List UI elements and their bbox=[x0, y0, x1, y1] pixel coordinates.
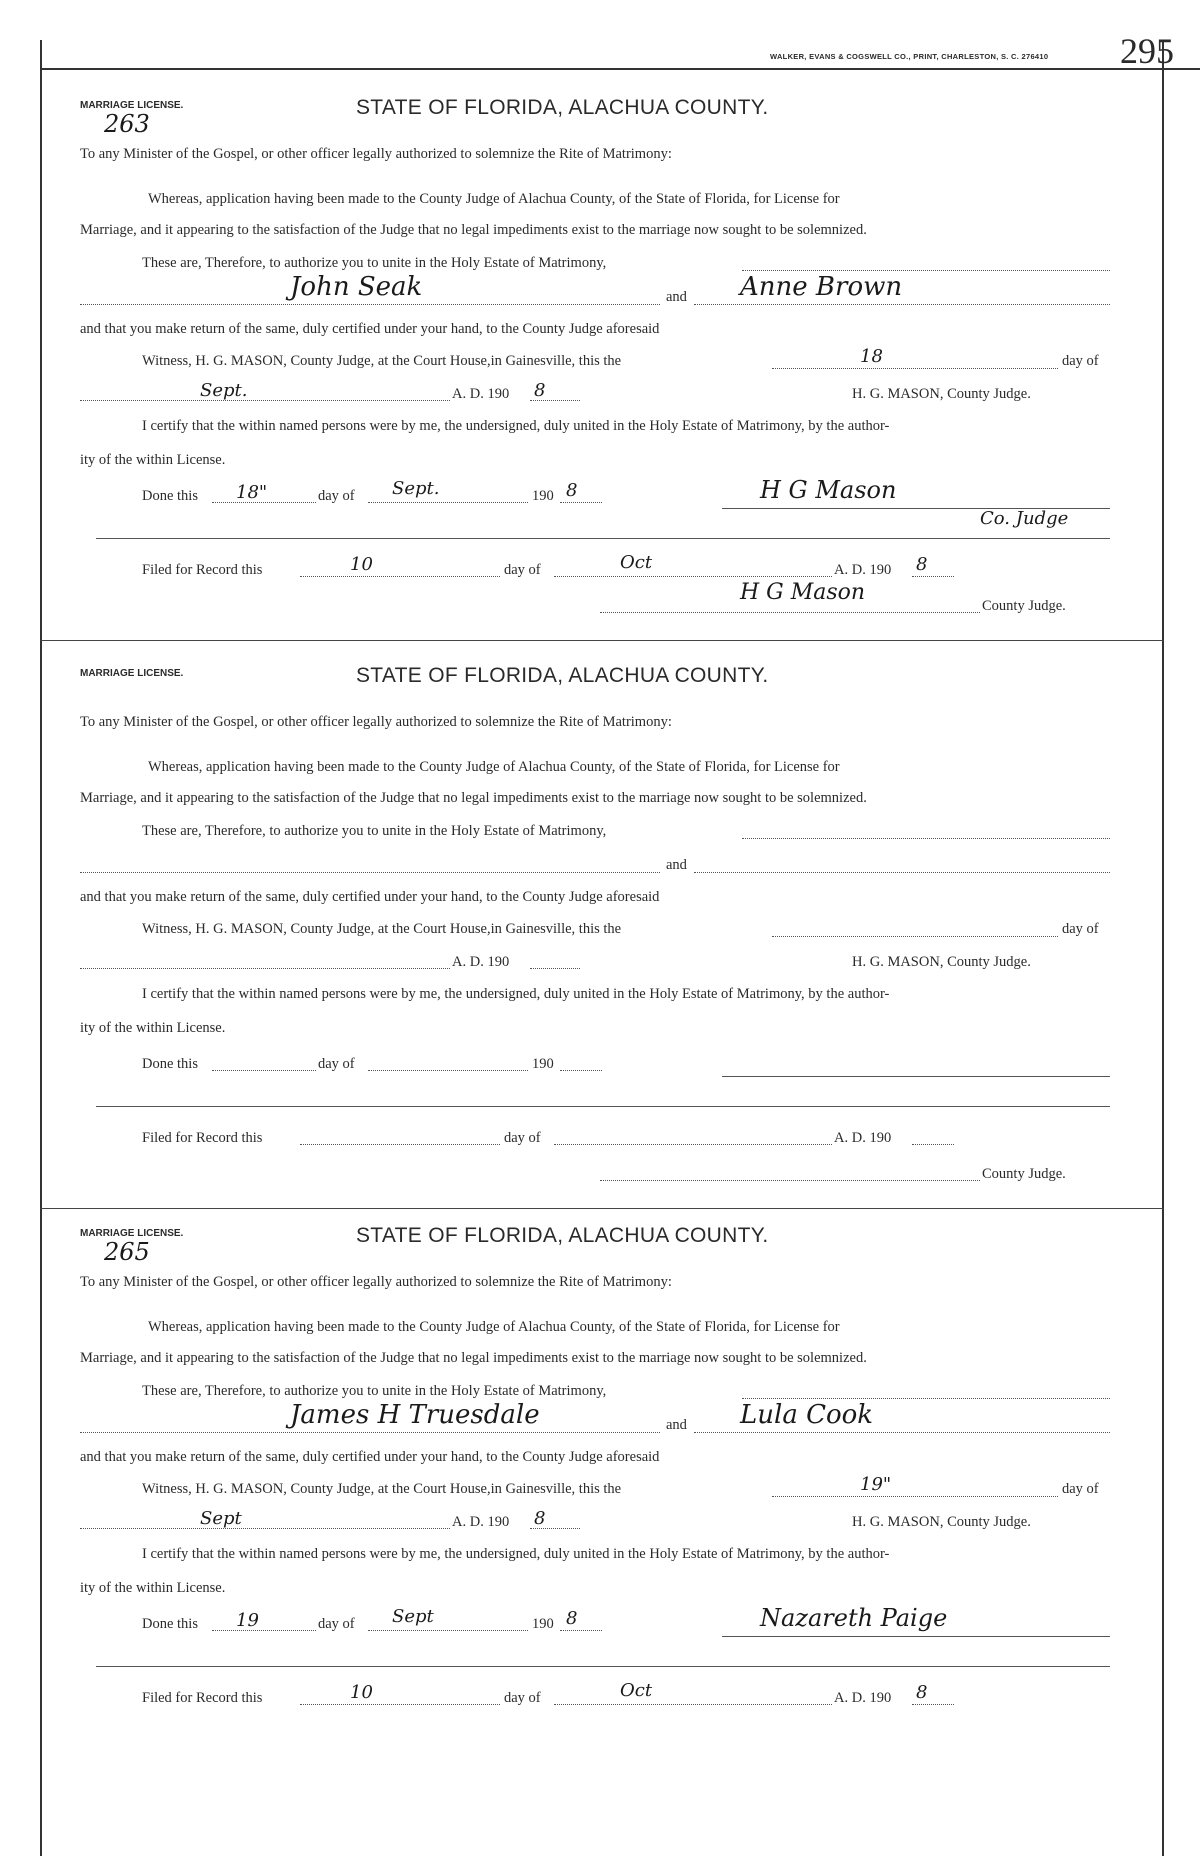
witness-month: Sept bbox=[200, 1508, 242, 1529]
county-judge-label: County Judge. bbox=[982, 598, 1066, 614]
done-month: Sept bbox=[392, 1606, 434, 1627]
day-of-label: day of bbox=[1062, 353, 1099, 369]
whereas-line-2: Marriage, and it appearing to the satisfaction of the Judge that no legal impediments exist to the marriage now sought to be solemnized. bbox=[80, 790, 867, 806]
ad-label: A. D. 190 bbox=[452, 1514, 510, 1530]
section-divider bbox=[96, 1106, 1110, 1107]
filed-label: Filed for Record this bbox=[142, 1690, 263, 1706]
state-title: STATE OF FLORIDA, ALACHUA COUNTY. bbox=[356, 1224, 769, 1247]
fill-line bbox=[742, 1398, 1110, 1399]
witness-month: Sept. bbox=[200, 380, 248, 401]
make-return-text: and that you make return of the same, duly certified under your hand, to the County Judge aforesaid bbox=[80, 889, 660, 905]
done-year: 8 bbox=[566, 1608, 578, 1629]
license-label: MARRIAGE LICENSE. bbox=[80, 668, 184, 679]
day-of-label: day of bbox=[1062, 1481, 1099, 1497]
bride-name: Anne Brown bbox=[740, 272, 903, 302]
filed-label: Filed for Record this bbox=[142, 1130, 263, 1146]
witness-day: 19" bbox=[860, 1474, 892, 1495]
bride-line bbox=[694, 304, 1110, 305]
done-day-of: day of bbox=[318, 1616, 355, 1632]
filed-month: Oct bbox=[620, 1680, 653, 1701]
done-month: Sept. bbox=[392, 478, 440, 499]
certify-line-2: ity of the within License. bbox=[80, 1020, 226, 1036]
groom-line bbox=[80, 304, 660, 305]
filed-month-line bbox=[554, 1704, 832, 1705]
done-day: 19 bbox=[236, 1610, 259, 1631]
section-divider bbox=[96, 1666, 1110, 1667]
bride-line bbox=[694, 872, 1110, 873]
bride-name: Lula Cook bbox=[740, 1400, 874, 1430]
officiant-line bbox=[722, 1636, 1110, 1637]
done-this-label: Done this bbox=[142, 1056, 198, 1072]
filed-day-of: day of bbox=[504, 562, 541, 578]
officiant-signature: Nazareth Paige bbox=[760, 1604, 948, 1632]
certify-line-2: ity of the within License. bbox=[80, 1580, 226, 1596]
these-are-text: These are, Therefore, to authorize you to unite in the Holy Estate of Matrimony, bbox=[142, 255, 607, 271]
certify-line-1: I certify that the within named persons were by me, the undersigned, duly united in the Holy Estate of Matrimony, by the author- bbox=[142, 986, 890, 1002]
fill-line bbox=[742, 838, 1110, 839]
officiant-signature: H G Mason bbox=[760, 476, 897, 504]
done-year-line bbox=[560, 502, 602, 503]
witness-day-line bbox=[772, 368, 1058, 369]
these-are-text: These are, Therefore, to authorize you to unite in the Holy Estate of Matrimony, bbox=[142, 1383, 607, 1399]
done-year: 8 bbox=[566, 480, 578, 501]
witness-month-line bbox=[80, 400, 450, 401]
witness-text: Witness, H. G. MASON, County Judge, at the Court House,in Gainesville, this the bbox=[142, 921, 622, 937]
filed-day-of: day of bbox=[504, 1130, 541, 1146]
state-title: STATE OF FLORIDA, ALACHUA COUNTY. bbox=[356, 664, 769, 687]
done-year-line bbox=[560, 1630, 602, 1631]
fill-line bbox=[742, 270, 1110, 271]
filed-year-line bbox=[912, 1704, 954, 1705]
done-month-line bbox=[368, 1630, 528, 1631]
filed-ad-label: A. D. 190 bbox=[834, 562, 892, 578]
license-label: MARRIAGE LICENSE. bbox=[80, 1228, 184, 1239]
bride-line bbox=[694, 1432, 1110, 1433]
filed-month: Oct bbox=[620, 552, 653, 573]
judge-signature-print: H. G. MASON, County Judge. bbox=[852, 954, 1031, 970]
witness-day-line bbox=[772, 936, 1058, 937]
license-number: 265 bbox=[104, 1238, 150, 1266]
certify-line-1: I certify that the within named persons were by me, the undersigned, duly united in the Holy Estate of Matrimony, by the author- bbox=[142, 418, 890, 434]
done-day-line bbox=[212, 1070, 316, 1071]
done-year-prefix: 190 bbox=[532, 1056, 554, 1072]
officiant-title: Co. Judge bbox=[980, 508, 1069, 529]
filed-ad-label: A. D. 190 bbox=[834, 1690, 892, 1706]
done-day-of: day of bbox=[318, 488, 355, 504]
whereas-line-2: Marriage, and it appearing to the satisfaction of the Judge that no legal impediments exist to the marriage now sought to be solemnized. bbox=[80, 1350, 867, 1366]
ad-label: A. D. 190 bbox=[452, 386, 510, 402]
day-of-label: day of bbox=[1062, 921, 1099, 937]
filed-year: 8 bbox=[916, 1682, 928, 1703]
make-return-text: and that you make return of the same, duly certified under your hand, to the County Judge aforesaid bbox=[80, 321, 660, 337]
whereas-line-1: Whereas, application having been made to the County Judge of Alachua County, of the State of Florida, for License for bbox=[148, 759, 840, 775]
done-year-prefix: 190 bbox=[532, 488, 554, 504]
witness-text: Witness, H. G. MASON, County Judge, at the Court House,in Gainesville, this the bbox=[142, 353, 622, 369]
to-minister-text: To any Minister of the Gospel, or other officer legally authorized to solemnize the Rite of Matrimony: bbox=[80, 1274, 672, 1290]
whereas-line-1: Whereas, application having been made to the County Judge of Alachua County, of the State of Florida, for License for bbox=[148, 191, 840, 207]
filed-ad-label: A. D. 190 bbox=[834, 1130, 892, 1146]
certify-line-1: I certify that the within named persons were by me, the undersigned, duly united in the Holy Estate of Matrimony, by the author- bbox=[142, 1546, 890, 1562]
done-year-prefix: 190 bbox=[532, 1616, 554, 1632]
filed-label: Filed for Record this bbox=[142, 562, 263, 578]
witness-day: 18 bbox=[860, 346, 883, 367]
and-label: and bbox=[666, 1417, 687, 1433]
filed-day: 10 bbox=[350, 554, 373, 575]
judge-signature-print: H. G. MASON, County Judge. bbox=[852, 1514, 1031, 1530]
witness-day-line bbox=[772, 1496, 1058, 1497]
judge-signature-print: H. G. MASON, County Judge. bbox=[852, 386, 1031, 402]
filed-day-line bbox=[300, 1704, 500, 1705]
groom-line bbox=[80, 1432, 660, 1433]
whereas-line-2: Marriage, and it appearing to the satisfaction of the Judge that no legal impediments exist to the marriage now sought to be solemnized. bbox=[80, 222, 867, 238]
section-divider bbox=[96, 538, 1110, 539]
filed-year: 8 bbox=[916, 554, 928, 575]
done-day: 18" bbox=[236, 482, 268, 503]
done-month-line bbox=[368, 502, 528, 503]
done-this-label: Done this bbox=[142, 1616, 198, 1632]
witness-text: Witness, H. G. MASON, County Judge, at the Court House,in Gainesville, this the bbox=[142, 1481, 622, 1497]
to-minister-text: To any Minister of the Gospel, or other officer legally authorized to solemnize the Rite of Matrimony: bbox=[80, 146, 672, 162]
done-day-line bbox=[212, 1630, 316, 1631]
witness-month-line bbox=[80, 1528, 450, 1529]
certify-line-2: ity of the within License. bbox=[80, 452, 226, 468]
witness-year: 8 bbox=[534, 380, 546, 401]
done-year-line bbox=[560, 1070, 602, 1071]
done-month-line bbox=[368, 1070, 528, 1071]
done-day-of: day of bbox=[318, 1056, 355, 1072]
to-minister-text: To any Minister of the Gospel, or other officer legally authorized to solemnize the Rite of Matrimony: bbox=[80, 714, 672, 730]
license-number: 263 bbox=[104, 110, 150, 138]
filed-day: 10 bbox=[350, 1682, 373, 1703]
page-number: 295 bbox=[1120, 31, 1174, 71]
clerk-signature: H G Mason bbox=[740, 580, 866, 605]
groom-line bbox=[80, 872, 660, 873]
filed-day-of: day of bbox=[504, 1690, 541, 1706]
county-judge-label: County Judge. bbox=[982, 1166, 1066, 1182]
license-label: MARRIAGE LICENSE. bbox=[80, 100, 184, 111]
whereas-line-1: Whereas, application having been made to the County Judge of Alachua County, of the State of Florida, for License for bbox=[148, 1319, 840, 1335]
done-this-label: Done this bbox=[142, 488, 198, 504]
and-label: and bbox=[666, 857, 687, 873]
witness-year: 8 bbox=[534, 1508, 546, 1529]
these-are-text: These are, Therefore, to authorize you to unite in the Holy Estate of Matrimony, bbox=[142, 823, 607, 839]
make-return-text: and that you make return of the same, duly certified under your hand, to the County Judge aforesaid bbox=[80, 1449, 660, 1465]
printer-imprint: WALKER, EVANS & COGSWELL CO., PRINT, CHARLESTON, S. C. 276410 bbox=[770, 52, 1049, 61]
state-title: STATE OF FLORIDA, ALACHUA COUNTY. bbox=[356, 96, 769, 119]
groom-name: James H Truesdale bbox=[290, 1400, 540, 1430]
officiant-line bbox=[722, 1076, 1110, 1077]
groom-name: John Seak bbox=[290, 272, 423, 302]
witness-month-line bbox=[80, 968, 450, 969]
and-label: and bbox=[666, 289, 687, 305]
witness-year-line bbox=[530, 968, 580, 969]
ad-label: A. D. 190 bbox=[452, 954, 510, 970]
